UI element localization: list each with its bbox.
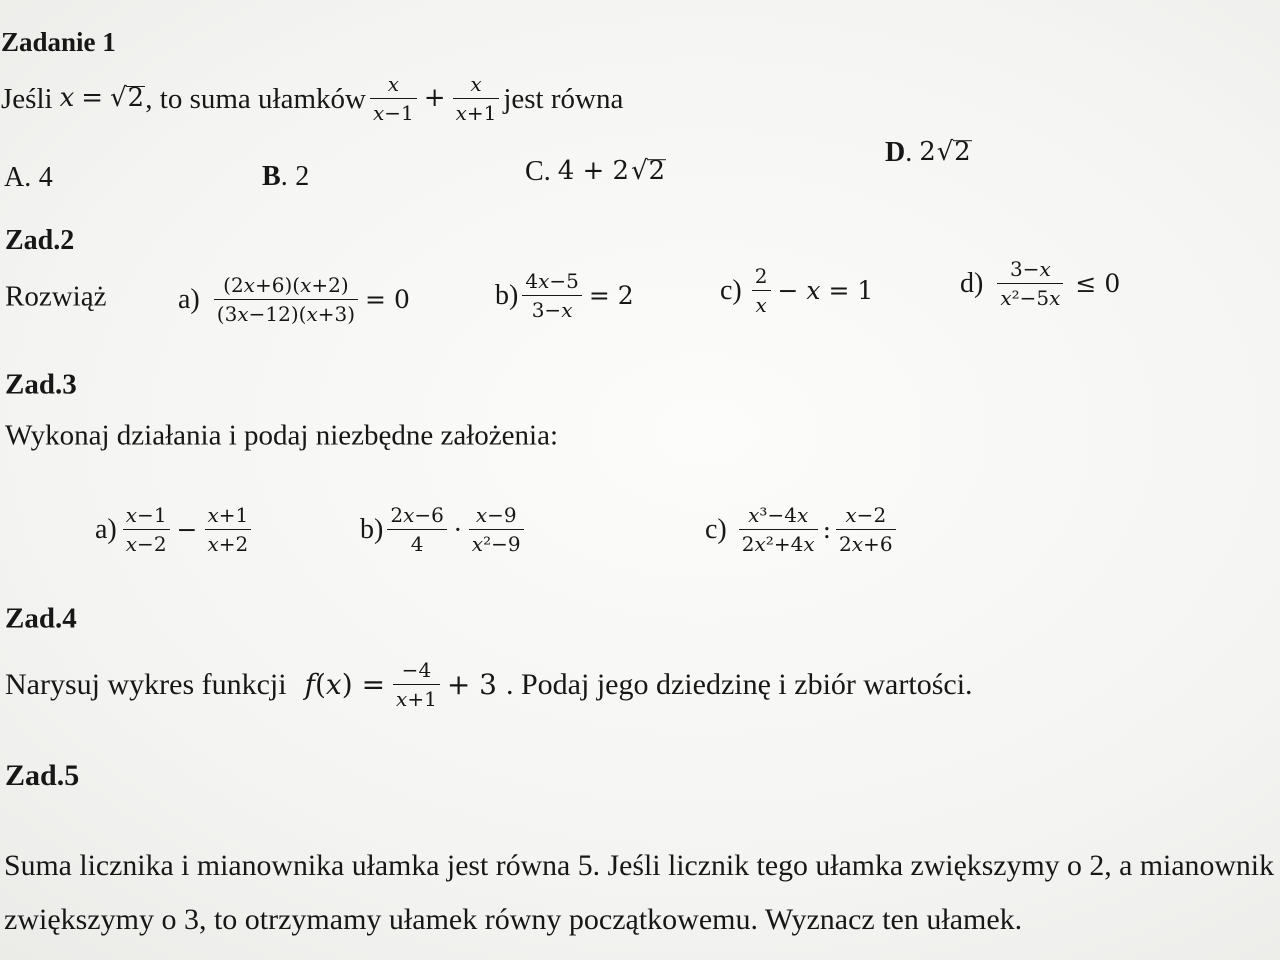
numerator <box>370 72 417 98</box>
math-variable: x <box>207 503 219 527</box>
radicand: 2 <box>127 83 144 114</box>
math-variable: x <box>1039 257 1051 281</box>
math-variable: f <box>304 668 315 702</box>
radicand: 2 <box>954 137 971 168</box>
equation-rest: = 0 <box>365 285 410 314</box>
numerator: x+1 <box>207 503 249 527</box>
fraction <box>836 503 896 557</box>
numerator: 3−x <box>1009 257 1051 281</box>
fraction <box>752 264 771 318</box>
math-variable: x <box>403 503 415 527</box>
radical-sign: √ <box>631 156 648 187</box>
numerator: 2x−6 <box>390 503 444 527</box>
denominator: x+2 <box>205 529 252 557</box>
task-title: Zad.4 <box>5 602 77 635</box>
numerator <box>453 72 500 98</box>
math-variable: x <box>1000 286 1012 310</box>
denominator: x+1 <box>393 684 440 712</box>
option-value: 2 <box>919 137 936 168</box>
denominator: 2x²+4x <box>739 529 818 557</box>
fraction <box>387 503 447 557</box>
denominator: 3−x <box>522 295 582 323</box>
denominator: 2x+6 <box>836 529 896 557</box>
fraction <box>370 72 417 126</box>
math-variable: x <box>1049 286 1061 310</box>
operator: : <box>822 515 832 544</box>
option-b <box>262 160 309 194</box>
math-variable: x <box>396 687 408 711</box>
math-variable: x <box>306 302 318 326</box>
operator: · <box>453 515 462 544</box>
numerator: x−9 <box>475 503 517 527</box>
task-title: Zad.5 <box>5 759 80 792</box>
square-root <box>631 156 666 187</box>
option-dot: . <box>24 162 32 194</box>
function-name: f(x) = <box>304 668 386 702</box>
fraction <box>205 503 252 557</box>
part-label: a) <box>95 514 117 546</box>
prompt-text: Narysuj wykres funkcji <box>5 668 287 701</box>
option-a <box>4 161 53 195</box>
numerator: −4 <box>401 658 432 682</box>
math-variable: x <box>755 293 767 317</box>
math-variable: x <box>325 668 342 702</box>
math-variable: x <box>851 532 864 556</box>
prompt-text: jest równa <box>503 82 624 115</box>
math-variable: x <box>125 503 138 527</box>
equation-rest: − x = 1 <box>777 276 874 305</box>
option-letter: B <box>262 161 281 193</box>
option-letter: A <box>4 162 25 194</box>
operator: − <box>176 515 198 544</box>
prompt-text: . Podaj jego dziedzinę i zbiór wartości. <box>506 668 973 701</box>
task-text-line: zwiększymy o 3, to otrzymamy ułamek równy początkowemu. Wyznacz ten ułamek. <box>4 903 1023 936</box>
math-variable: x <box>372 101 385 125</box>
math-variable: x <box>470 72 482 96</box>
part-label: a) <box>178 284 200 316</box>
square-root <box>937 137 972 168</box>
math-variable: x <box>796 503 809 527</box>
radical-sign: √ <box>110 83 127 114</box>
denominator: x+1 <box>453 98 500 126</box>
fraction <box>522 269 582 323</box>
math-variable: x <box>561 298 573 322</box>
task-text-line: Suma licznika i mianownika ułamka jest równa 5. Jeśli licznik tego ułamka zwiększymy o 2, a mianownik <box>4 849 1274 882</box>
option-letter: C <box>525 156 544 188</box>
equation-rest: + 3 <box>446 668 497 702</box>
task-2-part-c <box>720 264 876 318</box>
task-title: Zadanie 1 <box>1 26 116 57</box>
math-variable: x <box>237 302 249 326</box>
square-root <box>110 83 145 114</box>
option-value: 2 <box>295 161 310 193</box>
math-variable: x <box>243 273 255 297</box>
math-variable: x <box>387 72 400 96</box>
task-3-part-a <box>95 503 255 557</box>
equals-sign: = <box>81 83 104 114</box>
task-2-part-d <box>960 257 1123 311</box>
prompt-text: , to suma ułamków <box>145 82 366 115</box>
option-letter: D <box>885 137 906 169</box>
fraction <box>453 72 500 126</box>
numerator: x³−4x <box>748 503 809 527</box>
task-title: Zad.2 <box>5 225 75 257</box>
fraction <box>997 257 1063 311</box>
plus-sign: + <box>423 83 446 114</box>
part-label: c) <box>720 275 742 307</box>
fraction <box>393 658 440 712</box>
math-variable: x <box>207 532 219 556</box>
fraction <box>739 503 818 557</box>
math-variable <box>60 83 75 114</box>
denominator <box>752 290 771 318</box>
numerator: x−2 <box>845 503 887 527</box>
math-variable: x <box>748 503 760 527</box>
task-3-part-b <box>360 503 528 557</box>
radical-sign: √ <box>936 137 954 168</box>
equation-rest: ≤ 0 <box>1075 269 1121 298</box>
option-value: 4 + 2 <box>557 156 630 187</box>
task-1-prompt <box>1 72 623 126</box>
option-dot: . <box>905 137 913 169</box>
numerator: 2 <box>754 264 768 288</box>
math-variable: x <box>754 532 766 556</box>
option-dot: . <box>543 156 551 188</box>
part-label: c) <box>705 514 727 546</box>
math-variable: x <box>475 503 488 527</box>
part-label: b) <box>495 280 519 312</box>
numerator: 4x−5 <box>525 269 579 293</box>
task-3-part-c <box>705 503 900 557</box>
denominator: x−1 <box>370 98 417 126</box>
numerator: (2x+6)(x+2) <box>223 273 349 297</box>
math-variable: x <box>806 276 821 305</box>
radicand: 2 <box>648 156 666 187</box>
fraction <box>214 273 358 327</box>
option-value: 4 <box>38 162 53 194</box>
part-label: b) <box>360 514 384 546</box>
math-variable: x <box>455 101 467 125</box>
math-variable: x <box>538 269 550 293</box>
denominator: 4 <box>387 529 447 557</box>
math-variable: x <box>59 83 75 114</box>
fraction <box>123 503 170 557</box>
numerator: x−1 <box>125 503 167 527</box>
task-2-part-b <box>495 269 637 323</box>
math-variable: x <box>471 532 484 556</box>
part-label: d) <box>960 268 984 300</box>
option-d <box>885 136 972 170</box>
denominator: x²−5x <box>997 283 1063 311</box>
option-c <box>525 155 666 189</box>
math-variable: x <box>300 273 312 297</box>
math-variable: x <box>845 503 857 527</box>
denominator: (3x−12)(x+3) <box>214 299 358 327</box>
math-variable: x <box>803 532 815 556</box>
denominator: x−2 <box>123 529 170 557</box>
math-variable: x <box>125 532 138 556</box>
denominator: x²−9 <box>469 529 524 557</box>
task-instruction: Rozwiąż <box>5 280 107 313</box>
prompt-text: Jeśli <box>1 82 53 115</box>
equation-rest: = 2 <box>588 281 634 310</box>
task-title: Zad.3 <box>5 368 77 401</box>
task-2-part-a <box>178 273 413 327</box>
fraction <box>469 503 524 557</box>
task-4-prompt <box>5 658 973 712</box>
task-instruction: Wykonaj działania i podaj niezbędne założenia: <box>5 419 559 452</box>
option-dot: . <box>280 161 288 193</box>
